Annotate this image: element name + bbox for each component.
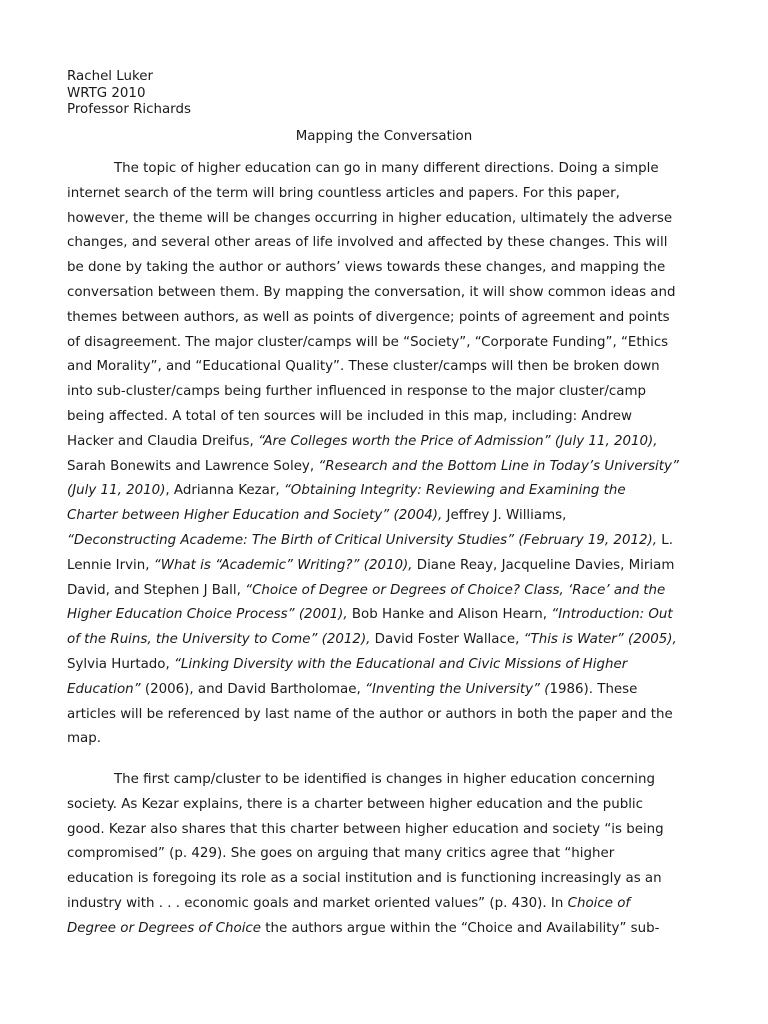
text-segment: into sub-cluster/camps being further influenced in response to the major cluster/camp (67, 384, 647, 400)
text-line (67, 529, 679, 554)
text-segment: Hacker and Claudia Dreifus, (67, 433, 258, 449)
text-segment: Jeffrey J. Williams, (442, 508, 567, 524)
text-segment: Sylvia Hurtado, (67, 656, 174, 672)
text-segment: be done by taking the author or authors’ views towards these changes, and mapping the (67, 260, 666, 276)
italic-citation: “Choice of Degree or Degrees of Choice? Class, ‘Race’ and the (245, 582, 666, 598)
text-line (67, 256, 679, 281)
text-segment: industry with . . . economic goals and market oriented values” (p. 430). In (67, 895, 568, 911)
italic-citation: “This is Water” (2005), (523, 632, 677, 648)
text-segment: being affected. A total of ten sources will be included in this map, including: Andrew (67, 408, 632, 424)
text-segment: themes between authors, as well as points of divergence; points of agreement and points (67, 309, 670, 325)
text-line (67, 405, 679, 430)
text-line (67, 306, 679, 331)
text-line (67, 355, 679, 380)
text-line (67, 579, 679, 604)
text-segment: the authors argue within the “Choice and Availability” sub- (261, 920, 660, 936)
text-line (67, 157, 679, 182)
italic-citation: Choice of (567, 895, 631, 911)
text-segment: map. (67, 731, 102, 747)
text-line (67, 793, 664, 818)
text-line (67, 455, 679, 480)
document-title: Mapping the Conversation (295, 129, 473, 144)
text-line (67, 768, 664, 793)
text-line (67, 603, 679, 628)
text-segment: David Foster Wallace, (370, 632, 524, 648)
text-line (67, 231, 679, 256)
text-segment: articles will be referenced by last name of the author or authors in both the paper and the (67, 706, 673, 722)
italic-citation: “Linking Diversity with the Educational and Civic Missions of Higher (173, 656, 628, 672)
italic-citation: of the Ruins, the University to Come” (2012), (67, 632, 371, 648)
text-line (67, 331, 679, 356)
text-segment: however, the theme will be changes occurring in higher education, ultimately the adverse (67, 210, 673, 226)
text-segment: changes, and several other areas of life involved and affected by these changes. This will (67, 235, 668, 251)
text-line (67, 380, 679, 405)
text-segment: David, and Stephen J Ball, (67, 582, 246, 598)
italic-citation: “Are Colleges worth the Price of Admission” (July 11, 2010), (257, 433, 658, 449)
text-line (67, 628, 679, 653)
italic-citation: Education” (67, 681, 141, 697)
course-name: WRTG 2010 (67, 85, 146, 101)
header-block (67, 69, 191, 119)
author-name: Rachel Luker (67, 69, 154, 84)
text-segment: internet search of the term will bring countless articles and papers. For this paper, (67, 185, 620, 201)
text-segment: The first camp/cluster to be identified is changes in higher education concerning (114, 772, 655, 787)
text-segment: Lennie Irvin, (67, 557, 154, 573)
italic-citation: (July 11, 2010) (67, 483, 166, 499)
text-line (67, 842, 664, 867)
text-segment: and Morality”, and “Educational Quality”. These cluster/camps will then be broken down (67, 359, 660, 375)
text-line (67, 892, 664, 917)
text-segment: conversation between them. By mapping the conversation, it will show common ideas and (67, 284, 676, 300)
text-segment: of disagreement. The major cluster/camps will be “Society”, “Corporate Funding”, “Ethics (67, 334, 669, 350)
italic-citation: “Research and the Bottom Line in Today’s University” (318, 458, 679, 474)
italic-citation: Charter between Higher Education and Society” (2004), (67, 508, 443, 524)
text-segment: Diane Reay, Jacqueline Davies, Miriam (412, 557, 675, 573)
text-line (67, 207, 679, 232)
text-line (67, 703, 679, 728)
text-segment: good. Kezar also shares that this charter between higher education and society “is being (67, 821, 664, 837)
text-segment: L. (657, 532, 673, 548)
italic-citation: “Deconstructing Academe: The Birth of Critical University Studies” (February 19, 2012), (67, 532, 657, 548)
paragraph-1 (67, 157, 679, 752)
italic-citation: “Introduction: Out (551, 607, 673, 623)
italic-citation: Higher Education Choice Process” (2001), (67, 607, 348, 623)
professor-name: Professor Richards (67, 102, 191, 117)
italic-citation: Degree or Degrees of Choice (67, 920, 262, 936)
text-segment: Sarah Bonewits and Lawrence Soley, (67, 458, 319, 474)
italic-citation: “What is “Academic” Writing?” (2010), (153, 557, 413, 573)
text-line (67, 867, 664, 892)
text-line (67, 917, 664, 942)
text-segment: 1986). These (549, 681, 638, 697)
text-line (67, 281, 679, 306)
text-segment: compromised” (p. 429). She goes on arguing that many critics agree that “higher (67, 846, 615, 862)
text-segment: education is foregoing its role as a social institution and is functioning increasingly as an (67, 871, 662, 887)
paragraph-2 (67, 768, 664, 942)
text-line (67, 678, 679, 703)
text-segment: , Adrianna Kezar, (165, 483, 284, 499)
text-segment: Bob Hanke and Alison Hearn, (347, 607, 552, 623)
italic-citation: “Obtaining Integrity: Reviewing and Examining the (283, 483, 626, 499)
text-line (67, 653, 679, 678)
text-line (67, 479, 679, 504)
text-segment: society. As Kezar explains, there is a charter between higher education and the public (67, 796, 643, 812)
text-line (67, 818, 664, 843)
text-line (67, 430, 679, 455)
text-line (67, 182, 679, 207)
text-line (67, 727, 679, 752)
text-line (67, 554, 679, 579)
text-segment: The topic of higher education can go in many different directions. Doing a simple (114, 161, 659, 176)
text-segment: (2006), and David Bartholomae, (140, 681, 366, 697)
text-line (67, 504, 679, 529)
italic-citation: “Inventing the University” ( (365, 681, 550, 697)
